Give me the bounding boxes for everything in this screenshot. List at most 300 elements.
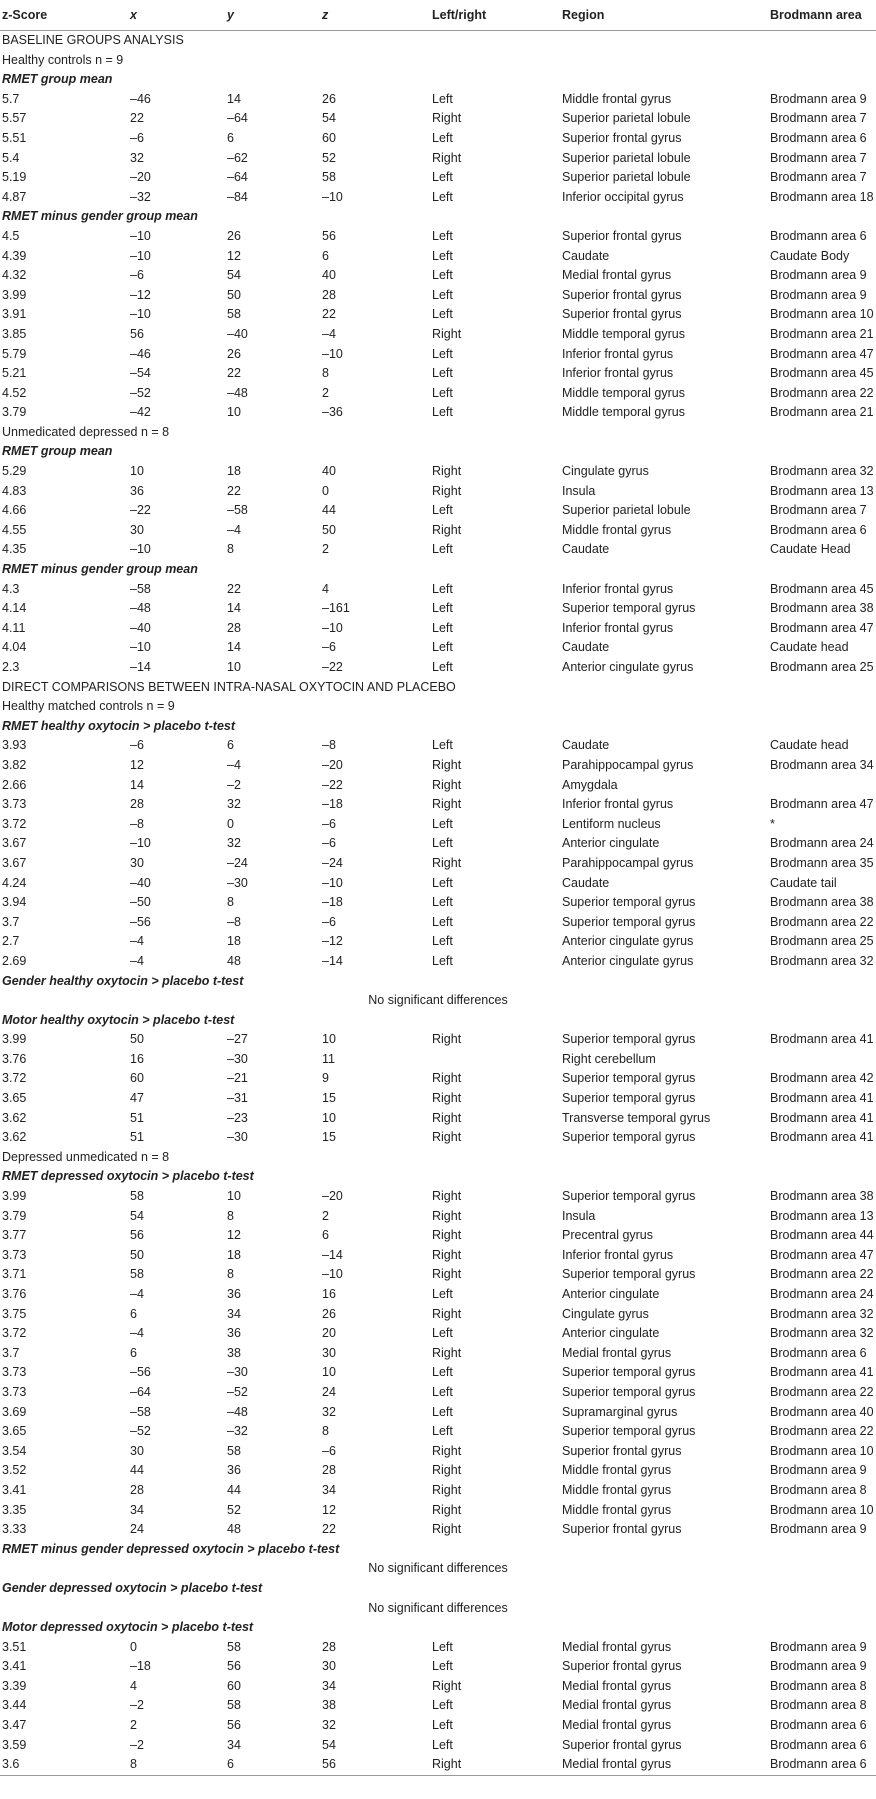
z-score-cell: 4.32 bbox=[2, 268, 27, 283]
x-cell: 32 bbox=[130, 150, 144, 165]
region-cell: Parahippocampal gyrus bbox=[562, 855, 694, 870]
brodmann-area-cell: Brodmann area 35 bbox=[770, 855, 874, 870]
subgroup-heading-row bbox=[0, 560, 876, 580]
z-score-cell: 3.79 bbox=[2, 1208, 27, 1223]
col-header-brodmann-area: Brodmann area bbox=[768, 0, 876, 31]
brodmann-area-cell: Brodmann area 41 bbox=[770, 1091, 874, 1106]
z-score-cell: 4.3 bbox=[2, 581, 20, 596]
z-score-cell: 2.66 bbox=[2, 777, 27, 792]
z-score-cell: 3.94 bbox=[2, 895, 27, 910]
table-row bbox=[0, 1363, 876, 1383]
region-cell: Caudate bbox=[562, 875, 610, 890]
hemisphere-cell: Right bbox=[432, 150, 462, 165]
z-cell: 32 bbox=[322, 1718, 336, 1733]
brodmann-area-cell: Brodmann area 32 bbox=[770, 464, 874, 479]
region-cell: Superior parietal lobule bbox=[562, 170, 691, 185]
z-cell: –14 bbox=[322, 953, 343, 968]
table-row bbox=[0, 1383, 876, 1403]
x-cell: 14 bbox=[130, 777, 144, 792]
y-cell: 22 bbox=[227, 581, 241, 596]
region-cell: Superior temporal gyrus bbox=[562, 1071, 696, 1086]
y-cell: 8 bbox=[227, 1267, 234, 1282]
z-score-cell: 3.71 bbox=[2, 1267, 27, 1282]
subgroup-heading-row bbox=[0, 1167, 876, 1187]
z-cell: 60 bbox=[322, 130, 336, 145]
region-cell: Superior temporal gyrus bbox=[562, 895, 696, 910]
subgroup-heading-row bbox=[0, 717, 876, 737]
table-row bbox=[0, 756, 876, 776]
z-cell: 0 bbox=[322, 483, 329, 498]
x-cell: –58 bbox=[130, 1404, 151, 1419]
region-cell: Insula bbox=[562, 483, 596, 498]
z-cell: –10 bbox=[322, 620, 343, 635]
y-cell: 18 bbox=[227, 934, 241, 949]
table-row bbox=[0, 1501, 876, 1521]
x-cell: –10 bbox=[130, 640, 151, 655]
hemisphere-cell: Right bbox=[430, 1755, 560, 1775]
y-cell: 52 bbox=[227, 1502, 241, 1517]
z-score-cell: 3.79 bbox=[2, 405, 27, 420]
x-cell: 2 bbox=[130, 1718, 137, 1733]
hemisphere-cell: Left bbox=[432, 601, 453, 616]
z-score-cell: 3.39 bbox=[2, 1678, 27, 1693]
hemisphere-cell: Left bbox=[432, 895, 453, 910]
hemisphere-cell: Left bbox=[432, 1287, 453, 1301]
col-header-z: z bbox=[320, 0, 430, 31]
z-cell: 4 bbox=[322, 581, 329, 596]
y-cell: 58 bbox=[227, 1698, 241, 1713]
brodmann-area-cell: Brodmann area 6 bbox=[770, 1737, 867, 1752]
brodmann-area-cell: Brodmann area 8 bbox=[770, 1698, 867, 1713]
table-row bbox=[0, 1677, 876, 1697]
z-cell: –6 bbox=[322, 640, 336, 655]
z-score-cell: 2.7 bbox=[2, 934, 20, 949]
hemisphere-cell: Right bbox=[432, 1091, 462, 1106]
brodmann-area-cell: Brodmann area 9 bbox=[770, 91, 867, 106]
z-score-cell: 4.35 bbox=[2, 542, 27, 557]
region-cell: Anterior cingulate bbox=[562, 1326, 660, 1341]
heading-text: Motor healthy oxytocin > placebo t-test bbox=[2, 1012, 235, 1027]
z-cell: –8 bbox=[322, 738, 336, 753]
z-cell: 15 bbox=[322, 1130, 336, 1145]
region-cell: Superior temporal gyrus bbox=[562, 1424, 696, 1439]
brodmann-area-cell: Brodmann area 45 bbox=[770, 366, 874, 381]
z-score-cell: 5.7 bbox=[2, 91, 20, 106]
z-score-cell: 3.73 bbox=[2, 1384, 27, 1399]
y-cell: 58 bbox=[227, 307, 241, 322]
z-cell: 40 bbox=[322, 268, 336, 283]
z-score-cell: 3.73 bbox=[2, 1365, 27, 1380]
z-score-cell: 3.41 bbox=[2, 1659, 27, 1674]
table-row bbox=[0, 384, 876, 404]
z-cell: 26 bbox=[322, 1306, 336, 1321]
region-cell: Superior temporal gyrus bbox=[562, 1365, 696, 1380]
col-header-region: Region bbox=[560, 0, 768, 31]
z-cell: 56 bbox=[322, 228, 336, 243]
z-score-cell: 3.82 bbox=[2, 757, 27, 772]
table-row bbox=[0, 1442, 876, 1462]
brodmann-area-cell: Brodmann area 9 bbox=[770, 1522, 867, 1537]
z-cell: –20 bbox=[322, 1189, 343, 1204]
x-cell: 0 bbox=[130, 1639, 137, 1654]
table-row bbox=[0, 736, 876, 756]
col-header-left-right: Left/right bbox=[430, 0, 560, 31]
z-cell: –36 bbox=[322, 405, 343, 420]
group-heading-row bbox=[0, 51, 876, 71]
z-score-cell: 3.52 bbox=[2, 1463, 27, 1478]
x-cell: –10 bbox=[130, 542, 151, 557]
region-cell: Middle temporal gyrus bbox=[562, 405, 685, 420]
x-cell: 12 bbox=[130, 757, 144, 772]
region-cell: Superior temporal gyrus bbox=[562, 1267, 696, 1282]
region-cell: Anterior cingulate gyrus bbox=[562, 934, 694, 949]
brodmann-area-cell: Brodmann area 41 bbox=[770, 1365, 874, 1380]
y-cell: 10 bbox=[227, 405, 241, 420]
region-cell: Superior frontal gyrus bbox=[562, 307, 682, 322]
z-cell: –10 bbox=[322, 346, 343, 361]
table-row bbox=[0, 1696, 876, 1716]
hemisphere-cell: Left bbox=[432, 1404, 453, 1419]
z-cell: 32 bbox=[322, 1404, 336, 1419]
hemisphere-cell: Right bbox=[432, 777, 462, 792]
table-row bbox=[0, 403, 876, 423]
brodmann-area-cell: * bbox=[770, 816, 775, 831]
y-cell: 10 bbox=[227, 660, 241, 674]
hemisphere-cell: Right bbox=[432, 522, 462, 537]
y-cell: –30 bbox=[227, 1130, 248, 1145]
table-row bbox=[0, 129, 876, 149]
x-cell: –50 bbox=[130, 895, 151, 910]
table-row bbox=[0, 1305, 876, 1325]
col-header-y: y bbox=[225, 0, 320, 31]
x-cell: –14 bbox=[130, 660, 151, 674]
table-row bbox=[0, 1324, 876, 1344]
z-cell: –10 bbox=[322, 189, 343, 204]
table-row bbox=[0, 1481, 876, 1501]
region-cell: Inferior frontal gyrus bbox=[562, 1247, 674, 1262]
x-cell: 50 bbox=[130, 1247, 144, 1262]
z-cell: 28 bbox=[322, 1463, 336, 1478]
z-score-cell: 3.72 bbox=[2, 1071, 27, 1086]
hemisphere-cell: Right bbox=[432, 1522, 462, 1537]
brodmann-area-cell: Brodmann area 21 bbox=[770, 405, 874, 420]
region-cell: Superior frontal gyrus bbox=[562, 1443, 682, 1458]
table-row bbox=[0, 795, 876, 815]
brodmann-area-cell: Brodmann area 6 bbox=[770, 130, 867, 145]
table-row bbox=[0, 168, 876, 188]
hemisphere-cell: Left bbox=[432, 836, 453, 851]
x-cell: 36 bbox=[130, 483, 144, 498]
x-cell: –4 bbox=[130, 1287, 144, 1301]
brodmann-area-cell: Brodmann area 9 bbox=[770, 1659, 867, 1674]
brodmann-area-cell: Brodmann area 22 bbox=[770, 914, 874, 929]
brodmann-area-cell: Brodmann area 7 bbox=[770, 111, 867, 126]
y-cell: 60 bbox=[227, 1678, 241, 1693]
brodmann-area-cell: Brodmann area 10 bbox=[770, 307, 874, 322]
x-cell: 28 bbox=[130, 1482, 144, 1497]
region-cell: Caudate bbox=[562, 248, 610, 263]
z-cell: 50 bbox=[322, 522, 336, 537]
x-cell: 47 bbox=[130, 1091, 144, 1106]
hemisphere-cell: Left bbox=[432, 1424, 453, 1439]
hemisphere-cell: Left bbox=[432, 287, 453, 302]
y-cell: –27 bbox=[227, 1032, 248, 1047]
brodmann-area-cell: Caudate Head bbox=[770, 542, 851, 557]
y-cell: 28 bbox=[227, 620, 241, 635]
region-cell: Supramarginal gyrus bbox=[562, 1404, 678, 1419]
hemisphere-cell: Right bbox=[432, 1189, 462, 1204]
x-cell: 34 bbox=[130, 1502, 144, 1517]
subgroup-heading-row bbox=[0, 207, 876, 227]
y-cell: 58 bbox=[227, 1443, 241, 1458]
z-cell: –6 bbox=[322, 816, 336, 831]
x-cell: –2 bbox=[130, 1698, 144, 1713]
hemisphere-cell: Right bbox=[432, 464, 462, 479]
heading-text: Unmedicated depressed n = 8 bbox=[2, 424, 170, 439]
z-cell: 28 bbox=[322, 1639, 336, 1654]
y-cell: 22 bbox=[227, 366, 241, 381]
table-row bbox=[0, 1755, 876, 1775]
region-cell: Lentiform nucleus bbox=[562, 816, 661, 831]
header-row bbox=[0, 0, 876, 31]
region-cell: Caudate bbox=[562, 640, 610, 655]
y-cell: 14 bbox=[227, 640, 241, 655]
z-score-cell: 3.44 bbox=[2, 1698, 27, 1713]
x-cell: 16 bbox=[130, 1051, 144, 1066]
heading-text: RMET group mean bbox=[2, 444, 113, 459]
region-cell: Medial frontal gyrus bbox=[562, 1698, 672, 1713]
region-cell: Medial frontal gyrus bbox=[560, 1755, 768, 1775]
y-cell: 26 bbox=[227, 228, 241, 243]
z-score-cell: 3.62 bbox=[2, 1130, 27, 1145]
table-body bbox=[0, 31, 876, 1776]
z-score-cell: 4.39 bbox=[2, 248, 27, 263]
brodmann-area-cell: Brodmann area 9 bbox=[770, 268, 867, 283]
y-cell: –21 bbox=[227, 1071, 248, 1086]
heading-text: DIRECT COMPARISONS BETWEEN INTRA-NASAL OXYTOCIN AND PLACEBO bbox=[2, 679, 456, 694]
z-score-cell: 2.69 bbox=[2, 953, 27, 968]
z-score-cell: 5.51 bbox=[2, 130, 27, 145]
z-cell: 9 bbox=[322, 1071, 329, 1086]
y-cell: 38 bbox=[227, 1345, 241, 1360]
z-score-cell: 3.69 bbox=[2, 1404, 27, 1419]
hemisphere-cell: Left bbox=[432, 248, 453, 263]
col-header-z-score: z-Score bbox=[0, 0, 128, 31]
brodmann-area-cell: Brodmann area 6 bbox=[770, 522, 867, 537]
z-score-cell: 3.76 bbox=[2, 1051, 27, 1066]
brodmann-area-cell: Brodmann area 47 bbox=[770, 1247, 874, 1262]
region-cell: Cingulate gyrus bbox=[562, 464, 649, 479]
z-cell: –10 bbox=[322, 875, 343, 890]
table-row bbox=[0, 325, 876, 345]
y-cell: 34 bbox=[227, 1306, 241, 1321]
z-score-cell: 5.19 bbox=[2, 170, 27, 185]
hemisphere-cell: Left bbox=[432, 346, 453, 361]
z-score-cell: 3.6 bbox=[0, 1755, 128, 1775]
z-cell: 58 bbox=[322, 170, 336, 185]
x-cell: –64 bbox=[130, 1384, 151, 1399]
z-score-cell: 3.93 bbox=[2, 738, 27, 753]
table-row bbox=[0, 1050, 876, 1070]
subgroup-heading-row bbox=[0, 442, 876, 462]
region-cell: Superior temporal gyrus bbox=[562, 1091, 696, 1106]
region-cell: Superior frontal gyrus bbox=[562, 1737, 682, 1752]
hemisphere-cell: Right bbox=[432, 757, 462, 772]
z-score-cell: 4.55 bbox=[2, 522, 27, 537]
y-cell: 36 bbox=[227, 1463, 241, 1478]
brodmann-area-cell: Brodmann area 13 bbox=[770, 1208, 874, 1223]
z-cell: 24 bbox=[322, 1384, 336, 1399]
table-row bbox=[0, 305, 876, 325]
table-row bbox=[0, 1520, 876, 1540]
hemisphere-cell: Left bbox=[432, 307, 453, 322]
z-score-cell: 3.62 bbox=[2, 1110, 27, 1125]
x-cell: –10 bbox=[130, 228, 151, 243]
hemisphere-cell: Left bbox=[432, 170, 453, 185]
x-cell: –6 bbox=[130, 738, 144, 753]
x-cell: 22 bbox=[130, 111, 144, 126]
hemisphere-cell: Right bbox=[432, 1345, 462, 1360]
x-cell: –46 bbox=[130, 91, 151, 106]
y-cell: 48 bbox=[227, 1522, 241, 1537]
table-row bbox=[0, 1109, 876, 1129]
table-row bbox=[0, 149, 876, 169]
region-cell: Inferior occipital gyrus bbox=[562, 189, 684, 204]
z-score-cell: 3.77 bbox=[2, 1228, 27, 1243]
hemisphere-cell: Left bbox=[432, 405, 453, 420]
z-score-cell: 3.99 bbox=[2, 287, 27, 302]
y-cell: 8 bbox=[227, 895, 234, 910]
hemisphere-cell: Left bbox=[432, 934, 453, 949]
hemisphere-cell: Left bbox=[432, 130, 453, 145]
x-cell: 56 bbox=[130, 326, 144, 341]
z-score-cell: 5.57 bbox=[2, 111, 27, 126]
hemisphere-cell: Right bbox=[432, 1228, 462, 1243]
z-score-cell: 4.5 bbox=[2, 228, 20, 243]
brodmann-area-cell: Caudate Body bbox=[770, 248, 850, 263]
region-cell: Precentral gyrus bbox=[562, 1228, 654, 1243]
hemisphere-cell: Right bbox=[432, 1071, 462, 1086]
brodmann-area-cell: Caudate tail bbox=[770, 875, 837, 890]
z-score-cell: 3.72 bbox=[2, 1326, 27, 1341]
brodmann-area-cell: Brodmann area 47 bbox=[770, 620, 874, 635]
z-score-cell: 2.3 bbox=[2, 660, 20, 674]
x-cell: 24 bbox=[130, 1522, 144, 1537]
z-cell: 40 bbox=[322, 464, 336, 479]
x-cell: 58 bbox=[130, 1267, 144, 1282]
y-cell: 36 bbox=[227, 1326, 241, 1341]
y-cell: –62 bbox=[227, 150, 248, 165]
heading-text: BASELINE GROUPS ANALYSIS bbox=[2, 33, 184, 47]
brodmann-area-cell: Brodmann area 22 bbox=[770, 1424, 874, 1439]
section-heading-row bbox=[0, 31, 876, 51]
x-cell: 30 bbox=[130, 522, 144, 537]
region-cell: Middle frontal gyrus bbox=[562, 1463, 672, 1478]
x-cell: 56 bbox=[130, 1228, 144, 1243]
group-heading-row bbox=[0, 423, 876, 443]
brodmann-area-cell: Brodmann area 34 bbox=[770, 757, 874, 772]
z-score-cell: 4.14 bbox=[2, 601, 27, 616]
z-score-cell: 3.47 bbox=[2, 1718, 27, 1733]
region-cell: Superior parietal lobule bbox=[562, 111, 691, 126]
subgroup-heading-row bbox=[0, 1011, 876, 1031]
brodmann-area-cell: Brodmann area 32 bbox=[770, 1306, 874, 1321]
region-cell: Superior frontal gyrus bbox=[562, 287, 682, 302]
note-row bbox=[0, 1599, 876, 1619]
region-cell: Amygdala bbox=[562, 777, 618, 792]
table-row bbox=[0, 227, 876, 247]
brodmann-area-cell: Brodmann area 45 bbox=[770, 581, 874, 596]
brodmann-area-cell: Brodmann area 22 bbox=[770, 1384, 874, 1399]
region-cell: Medial frontal gyrus bbox=[562, 268, 672, 283]
table-row bbox=[0, 1422, 876, 1442]
table-row bbox=[0, 834, 876, 854]
z-cell: –18 bbox=[322, 895, 343, 910]
x-cell: –52 bbox=[130, 1424, 151, 1439]
x-cell: 6 bbox=[130, 1345, 137, 1360]
z-score-cell: 3.67 bbox=[2, 836, 27, 851]
table-header bbox=[0, 0, 876, 31]
table-row bbox=[0, 1403, 876, 1423]
region-cell: Cingulate gyrus bbox=[562, 1306, 649, 1321]
brodmann-area-cell: Brodmann area 32 bbox=[770, 1326, 874, 1341]
hemisphere-cell: Left bbox=[432, 875, 453, 890]
region-cell: Superior parietal lobule bbox=[562, 150, 691, 165]
z-cell: –10 bbox=[322, 1267, 343, 1282]
y-cell: 12 bbox=[227, 248, 241, 263]
subgroup-heading-row bbox=[0, 972, 876, 992]
x-cell: –40 bbox=[130, 875, 151, 890]
z-score-cell: 3.72 bbox=[2, 816, 27, 831]
region-cell: Inferior frontal gyrus bbox=[562, 797, 674, 812]
x-cell: –42 bbox=[130, 405, 151, 420]
z-score-cell: 3.75 bbox=[2, 1306, 27, 1321]
table-row bbox=[0, 266, 876, 286]
z-cell: 8 bbox=[322, 366, 329, 381]
y-cell: 34 bbox=[227, 1737, 241, 1752]
hemisphere-cell: Right bbox=[432, 1110, 462, 1125]
heading-text: RMET depressed oxytocin > placebo t-test bbox=[2, 1169, 254, 1184]
x-cell: 30 bbox=[130, 1443, 144, 1458]
y-cell: 36 bbox=[227, 1287, 241, 1301]
y-cell: –2 bbox=[227, 777, 241, 792]
note-row bbox=[0, 991, 876, 1011]
y-cell: 54 bbox=[227, 268, 241, 283]
region-cell: Superior temporal gyrus bbox=[562, 1189, 696, 1204]
region-cell: Medial frontal gyrus bbox=[562, 1718, 672, 1733]
table-row bbox=[0, 1716, 876, 1736]
region-cell: Medial frontal gyrus bbox=[562, 1678, 672, 1693]
brodmann-area-cell: Brodmann area 44 bbox=[770, 1228, 874, 1243]
z-score-cell: 4.24 bbox=[2, 875, 27, 890]
table-row bbox=[0, 1736, 876, 1756]
table-row bbox=[0, 1657, 876, 1677]
z-cell: 30 bbox=[322, 1659, 336, 1674]
table-row bbox=[0, 345, 876, 365]
table-row bbox=[0, 1461, 876, 1481]
x-cell: 10 bbox=[130, 464, 144, 479]
brodmann-area-cell: Brodmann area 6 bbox=[770, 1718, 867, 1733]
heading-text: Gender healthy oxytocin > placebo t-test bbox=[2, 973, 244, 988]
table-row bbox=[0, 188, 876, 208]
z-score-cell: 3.73 bbox=[2, 797, 27, 812]
table-row bbox=[0, 1638, 876, 1658]
region-cell: Superior temporal gyrus bbox=[562, 1384, 696, 1399]
z-cell: –24 bbox=[322, 855, 343, 870]
z-score-cell: 4.04 bbox=[2, 640, 27, 655]
region-cell: Medial frontal gyrus bbox=[562, 1639, 672, 1654]
brodmann-area-cell: Brodmann area 22 bbox=[770, 1267, 874, 1282]
